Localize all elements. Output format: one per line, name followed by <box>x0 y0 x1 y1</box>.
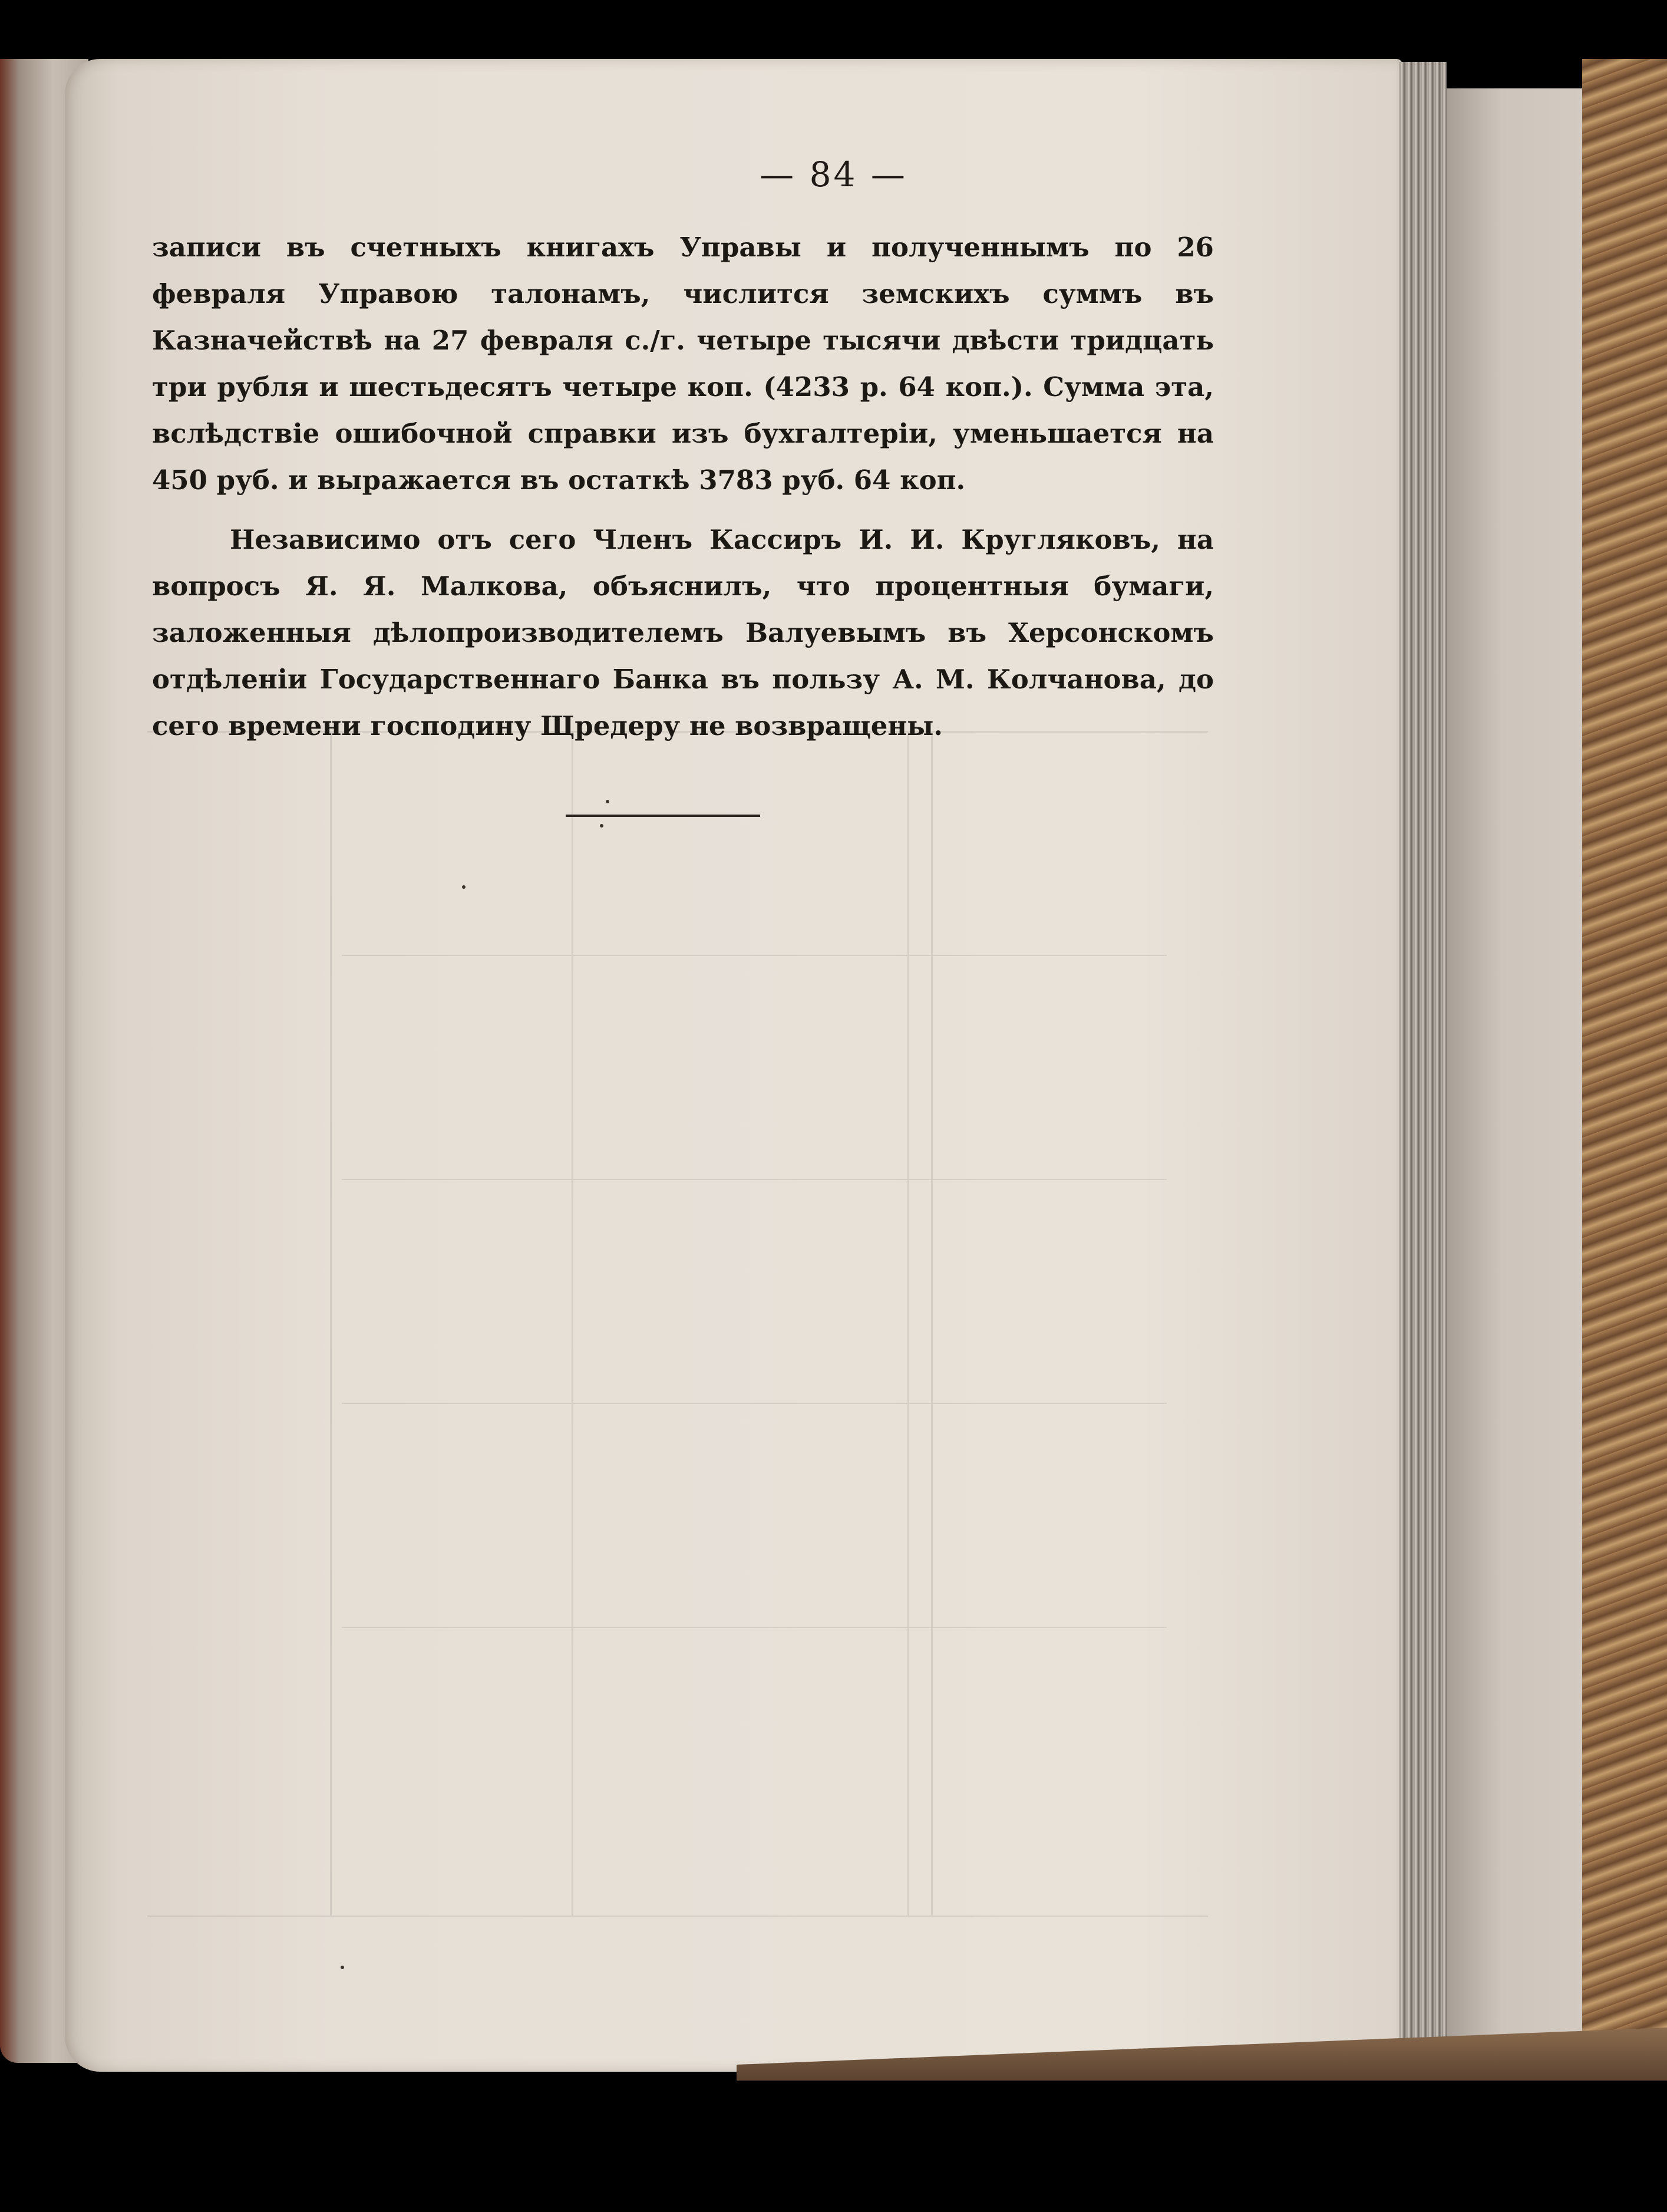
page-stack-edges <box>1399 62 1447 2066</box>
ink-speck <box>600 824 603 828</box>
section-divider <box>566 815 760 817</box>
body-text <box>152 224 1214 749</box>
back-page <box>1447 88 1582 2063</box>
ink-speck <box>341 1966 344 1969</box>
book-cover-edge <box>1582 59 1667 2081</box>
paragraph-2: Независимо отъ сего Членъ Кассиръ И. И. Кругляковъ, на вопросъ Я. Я. Малкова, объяснилъ, что процентныя бумаги, заложенныя дѣлопроизводителемъ Валуевымъ въ Херсонскомъ отдѣленіи Государственнаго Банка въ пользу А. М. Колчанова, до сего времени господину Щредеру не возвращены. <box>152 524 1214 741</box>
paragraph-1: записи въ счетныхъ книгахъ Управы и полученнымъ по 26 февраля Управою талонамъ, числится земскихъ суммъ въ Казначействѣ на 27 февраля с./г. четыре тысячи двѣсти тридцать три рубля и шестьдесятъ четыре коп. (4233 р. 64 коп.). Сумма эта, вслѣдствіе ошибочной справки изъ бухгалтеріи, уменьшается на 450 руб. и выражается въ остаткѣ 3783 руб. 64 коп. <box>152 232 1214 496</box>
ink-speck <box>606 800 609 803</box>
page-number: — 84 — <box>760 154 907 195</box>
ink-speck <box>462 885 466 889</box>
